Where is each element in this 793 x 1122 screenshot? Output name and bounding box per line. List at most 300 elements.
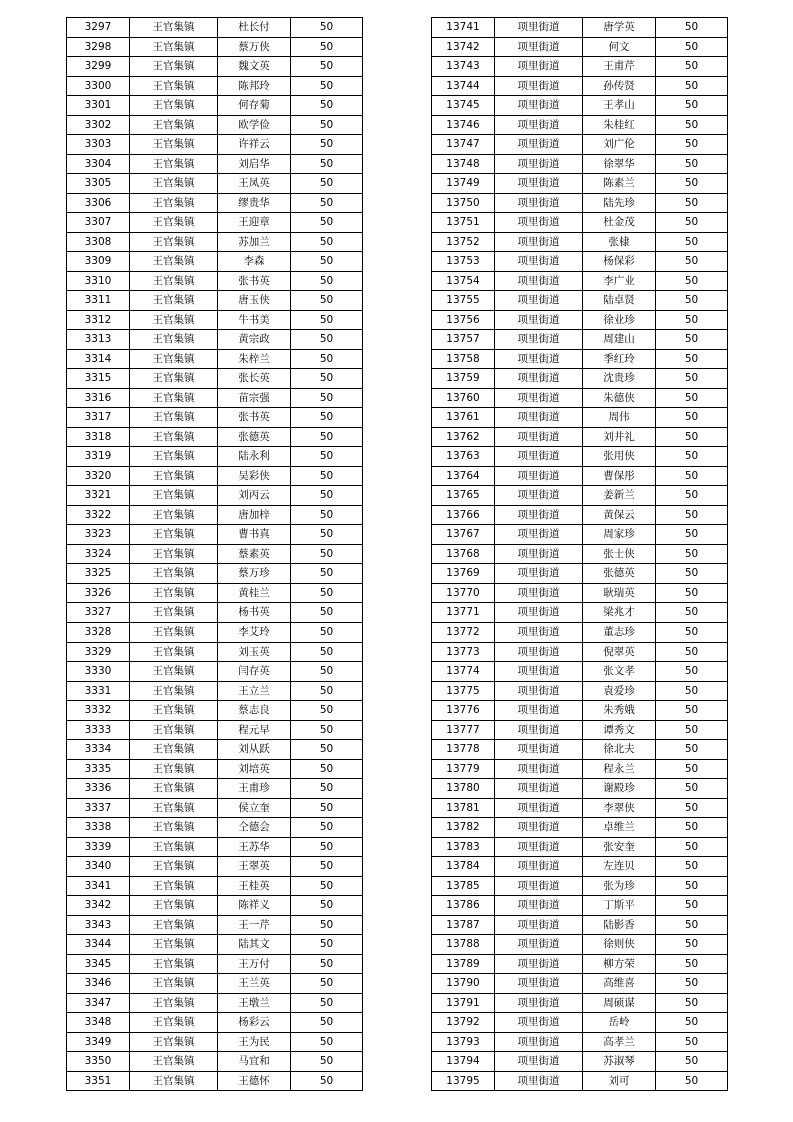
record-id-cell: 13759 [432, 369, 495, 389]
name-cell: 王墩兰 [218, 993, 291, 1013]
name-cell: 朱秀娥 [583, 701, 656, 721]
town-cell: 王官集镇 [130, 154, 218, 174]
amount-cell: 50 [656, 213, 728, 233]
town-cell: 项里街道 [495, 1071, 583, 1091]
name-cell: 苏淑琴 [583, 1052, 656, 1072]
name-cell: 曹书真 [218, 525, 291, 545]
town-cell: 王官集镇 [130, 1071, 218, 1091]
record-id-cell: 3339 [67, 837, 130, 857]
amount-cell: 50 [656, 740, 728, 760]
table-row [67, 232, 363, 252]
table-row [67, 1052, 363, 1072]
name-cell: 倪翠英 [583, 642, 656, 662]
town-cell: 项里街道 [495, 954, 583, 974]
name-cell: 陆影香 [583, 915, 656, 935]
amount-cell: 50 [291, 564, 363, 584]
amount-cell: 50 [291, 115, 363, 135]
town-cell: 项里街道 [495, 564, 583, 584]
record-id-cell: 13774 [432, 662, 495, 682]
record-id-cell: 13794 [432, 1052, 495, 1072]
town-cell: 项里街道 [495, 740, 583, 760]
amount-cell: 50 [291, 681, 363, 701]
record-id-cell: 3337 [67, 798, 130, 818]
record-id-cell: 13779 [432, 759, 495, 779]
name-cell: 梁兆才 [583, 603, 656, 623]
record-id-cell: 3340 [67, 857, 130, 877]
town-cell: 项里街道 [495, 154, 583, 174]
amount-cell: 50 [656, 857, 728, 877]
name-cell: 王甫芹 [583, 57, 656, 77]
amount-cell: 50 [656, 583, 728, 603]
table-row [432, 447, 728, 467]
amount-cell: 50 [656, 915, 728, 935]
town-cell: 项里街道 [495, 193, 583, 213]
town-cell: 王官集镇 [130, 993, 218, 1013]
amount-cell: 50 [291, 701, 363, 721]
table-row [432, 193, 728, 213]
name-cell: 李翠侠 [583, 798, 656, 818]
record-id-cell: 3322 [67, 505, 130, 525]
table-row [67, 759, 363, 779]
town-cell: 项里街道 [495, 330, 583, 350]
record-id-cell: 13745 [432, 96, 495, 116]
town-cell: 项里街道 [495, 935, 583, 955]
record-id-cell: 3317 [67, 408, 130, 428]
amount-cell: 50 [291, 525, 363, 545]
table-row [432, 252, 728, 272]
amount-cell: 50 [656, 564, 728, 584]
amount-cell: 50 [656, 642, 728, 662]
record-id-cell: 3325 [67, 564, 130, 584]
amount-cell: 50 [291, 1013, 363, 1033]
amount-cell: 50 [291, 466, 363, 486]
record-id-cell: 13783 [432, 837, 495, 857]
town-cell: 王官集镇 [130, 876, 218, 896]
name-cell: 王立兰 [218, 681, 291, 701]
name-cell: 周建山 [583, 330, 656, 350]
amount-cell: 50 [291, 18, 363, 38]
town-cell: 王官集镇 [130, 1013, 218, 1033]
table-row [432, 291, 728, 311]
amount-cell: 50 [656, 974, 728, 994]
amount-cell: 50 [656, 271, 728, 291]
record-id-cell: 3302 [67, 115, 130, 135]
amount-cell: 50 [291, 798, 363, 818]
amount-cell: 50 [291, 76, 363, 96]
amount-cell: 50 [656, 466, 728, 486]
name-cell: 王甫珍 [218, 779, 291, 799]
amount-cell: 50 [656, 193, 728, 213]
amount-cell: 50 [291, 505, 363, 525]
town-cell: 项里街道 [495, 1013, 583, 1033]
town-cell: 王官集镇 [130, 662, 218, 682]
town-cell: 王官集镇 [130, 642, 218, 662]
town-cell: 项里街道 [495, 310, 583, 330]
name-cell: 张书英 [218, 408, 291, 428]
amount-cell: 50 [291, 935, 363, 955]
record-id-cell: 13781 [432, 798, 495, 818]
town-cell: 王官集镇 [130, 96, 218, 116]
name-cell: 唐学英 [583, 18, 656, 38]
record-id-cell: 3328 [67, 622, 130, 642]
name-cell: 杨彩云 [218, 1013, 291, 1033]
record-id-cell: 13746 [432, 115, 495, 135]
record-id-cell: 3310 [67, 271, 130, 291]
table-row [432, 135, 728, 155]
amount-cell: 50 [291, 57, 363, 77]
name-cell: 程永兰 [583, 759, 656, 779]
town-cell: 王官集镇 [130, 193, 218, 213]
town-cell: 项里街道 [495, 896, 583, 916]
amount-cell: 50 [291, 1032, 363, 1052]
town-cell: 王官集镇 [130, 447, 218, 467]
town-cell: 王官集镇 [130, 915, 218, 935]
name-cell: 卓维兰 [583, 818, 656, 838]
name-cell: 王为民 [218, 1032, 291, 1052]
record-id-cell: 3333 [67, 720, 130, 740]
record-id-cell: 13773 [432, 642, 495, 662]
name-cell: 徐翠华 [583, 154, 656, 174]
amount-cell: 50 [656, 896, 728, 916]
table-row [432, 76, 728, 96]
table-row [67, 857, 363, 877]
record-id-cell: 3343 [67, 915, 130, 935]
roster-table-left [66, 17, 363, 1091]
name-cell: 吴彩侠 [218, 466, 291, 486]
record-id-cell: 3349 [67, 1032, 130, 1052]
table-row [432, 57, 728, 77]
record-id-cell: 3312 [67, 310, 130, 330]
table-row [67, 37, 363, 57]
amount-cell: 50 [656, 662, 728, 682]
table-row [432, 857, 728, 877]
table-row [67, 837, 363, 857]
record-id-cell: 3311 [67, 291, 130, 311]
name-cell: 季红玲 [583, 349, 656, 369]
table-row [67, 388, 363, 408]
table-row [432, 974, 728, 994]
table-row [67, 525, 363, 545]
table-row [67, 662, 363, 682]
table-row [432, 759, 728, 779]
table-row [432, 681, 728, 701]
amount-cell: 50 [291, 583, 363, 603]
town-cell: 王官集镇 [130, 349, 218, 369]
table-row [67, 76, 363, 96]
name-cell: 刘可 [583, 1071, 656, 1091]
name-cell: 刘广伦 [583, 135, 656, 155]
record-id-cell: 13785 [432, 876, 495, 896]
name-cell: 王凤英 [218, 174, 291, 194]
table-row [432, 388, 728, 408]
record-id-cell: 3338 [67, 818, 130, 838]
amount-cell: 50 [656, 310, 728, 330]
record-id-cell: 13768 [432, 544, 495, 564]
town-cell: 王官集镇 [130, 76, 218, 96]
table-row [67, 583, 363, 603]
table-row [432, 96, 728, 116]
amount-cell: 50 [656, 369, 728, 389]
amount-cell: 50 [656, 603, 728, 623]
name-cell: 蔡素英 [218, 544, 291, 564]
table-row [432, 779, 728, 799]
amount-cell: 50 [656, 1071, 728, 1091]
roster-table-right-body [432, 18, 728, 1091]
amount-cell: 50 [291, 310, 363, 330]
table-row [432, 408, 728, 428]
town-cell: 王官集镇 [130, 18, 218, 38]
table-row [67, 701, 363, 721]
amount-cell: 50 [291, 1052, 363, 1072]
table-row [67, 642, 363, 662]
record-id-cell: 13749 [432, 174, 495, 194]
name-cell: 耿瑞英 [583, 583, 656, 603]
record-id-cell: 13793 [432, 1032, 495, 1052]
amount-cell: 50 [291, 622, 363, 642]
town-cell: 王官集镇 [130, 310, 218, 330]
record-id-cell: 3332 [67, 701, 130, 721]
amount-cell: 50 [291, 759, 363, 779]
table-row [432, 544, 728, 564]
town-cell: 项里街道 [495, 1052, 583, 1072]
name-cell: 徐业珍 [583, 310, 656, 330]
table-row [432, 701, 728, 721]
record-id-cell: 13763 [432, 447, 495, 467]
amount-cell: 50 [656, 135, 728, 155]
name-cell: 王一芹 [218, 915, 291, 935]
name-cell: 何文 [583, 37, 656, 57]
town-cell: 项里街道 [495, 857, 583, 877]
town-cell: 王官集镇 [130, 37, 218, 57]
table-row [432, 583, 728, 603]
record-id-cell: 3299 [67, 57, 130, 77]
name-cell: 刘井礼 [583, 427, 656, 447]
record-id-cell: 3305 [67, 174, 130, 194]
name-cell: 周家珍 [583, 525, 656, 545]
amount-cell: 50 [291, 369, 363, 389]
name-cell: 曹保彤 [583, 466, 656, 486]
name-cell: 陆先珍 [583, 193, 656, 213]
name-cell: 朱梓兰 [218, 349, 291, 369]
name-cell: 董志珍 [583, 622, 656, 642]
name-cell: 程元早 [218, 720, 291, 740]
amount-cell: 50 [291, 96, 363, 116]
table-row [67, 720, 363, 740]
record-id-cell: 3334 [67, 740, 130, 760]
town-cell: 项里街道 [495, 447, 583, 467]
table-row [67, 818, 363, 838]
table-row [432, 174, 728, 194]
table-row [67, 1071, 363, 1091]
table-row [432, 1032, 728, 1052]
amount-cell: 50 [656, 525, 728, 545]
name-cell: 刘玉英 [218, 642, 291, 662]
record-id-cell: 3318 [67, 427, 130, 447]
town-cell: 项里街道 [495, 466, 583, 486]
roster-table-left-body [67, 18, 363, 1091]
table-row [67, 798, 363, 818]
name-cell: 王苏华 [218, 837, 291, 857]
table-row [432, 271, 728, 291]
amount-cell: 50 [656, 330, 728, 350]
name-cell: 蔡万珍 [218, 564, 291, 584]
town-cell: 王官集镇 [130, 1032, 218, 1052]
town-cell: 王官集镇 [130, 232, 218, 252]
table-row [67, 252, 363, 272]
name-cell: 张长英 [218, 369, 291, 389]
town-cell: 王官集镇 [130, 252, 218, 272]
town-cell: 项里街道 [495, 369, 583, 389]
town-cell: 王官集镇 [130, 720, 218, 740]
town-cell: 王官集镇 [130, 330, 218, 350]
amount-cell: 50 [656, 291, 728, 311]
amount-cell: 50 [291, 1071, 363, 1091]
table-row [432, 876, 728, 896]
name-cell: 袁爱珍 [583, 681, 656, 701]
table-row [67, 876, 363, 896]
amount-cell: 50 [656, 1013, 728, 1033]
town-cell: 项里街道 [495, 544, 583, 564]
town-cell: 项里街道 [495, 720, 583, 740]
town-cell: 王官集镇 [130, 896, 218, 916]
amount-cell: 50 [656, 1032, 728, 1052]
town-cell: 项里街道 [495, 213, 583, 233]
table-row [432, 622, 728, 642]
town-cell: 王官集镇 [130, 564, 218, 584]
amount-cell: 50 [291, 154, 363, 174]
amount-cell: 50 [291, 447, 363, 467]
record-id-cell: 13757 [432, 330, 495, 350]
town-cell: 项里街道 [495, 57, 583, 77]
record-id-cell: 3304 [67, 154, 130, 174]
record-id-cell: 13780 [432, 779, 495, 799]
name-cell: 张用侠 [583, 447, 656, 467]
table-row [432, 18, 728, 38]
table-row [432, 1013, 728, 1033]
name-cell: 丁斯平 [583, 896, 656, 916]
town-cell: 项里街道 [495, 427, 583, 447]
amount-cell: 50 [291, 174, 363, 194]
table-row [432, 720, 728, 740]
town-cell: 项里街道 [495, 701, 583, 721]
town-cell: 王官集镇 [130, 1052, 218, 1072]
table-row [432, 505, 728, 525]
name-cell: 苗宗强 [218, 388, 291, 408]
town-cell: 项里街道 [495, 642, 583, 662]
amount-cell: 50 [656, 798, 728, 818]
town-cell: 项里街道 [495, 76, 583, 96]
table-row [67, 349, 363, 369]
table-row [432, 37, 728, 57]
amount-cell: 50 [291, 408, 363, 428]
amount-cell: 50 [656, 57, 728, 77]
record-id-cell: 3307 [67, 213, 130, 233]
town-cell: 王官集镇 [130, 954, 218, 974]
record-id-cell: 3313 [67, 330, 130, 350]
name-cell: 高孝兰 [583, 1032, 656, 1052]
name-cell: 朱德侠 [583, 388, 656, 408]
amount-cell: 50 [656, 954, 728, 974]
name-cell: 张书英 [218, 271, 291, 291]
amount-cell: 50 [656, 935, 728, 955]
record-id-cell: 13752 [432, 232, 495, 252]
record-id-cell: 13748 [432, 154, 495, 174]
record-id-cell: 3344 [67, 935, 130, 955]
table-row [432, 915, 728, 935]
amount-cell: 50 [291, 427, 363, 447]
name-cell: 陆卓贤 [583, 291, 656, 311]
name-cell: 张德英 [218, 427, 291, 447]
name-cell: 黄桂兰 [218, 583, 291, 603]
name-cell: 陈邦玲 [218, 76, 291, 96]
town-cell: 项里街道 [495, 915, 583, 935]
table-row [67, 544, 363, 564]
name-cell: 李森 [218, 252, 291, 272]
town-cell: 王官集镇 [130, 408, 218, 428]
amount-cell: 50 [656, 349, 728, 369]
record-id-cell: 13789 [432, 954, 495, 974]
amount-cell: 50 [656, 544, 728, 564]
amount-cell: 50 [656, 622, 728, 642]
name-cell: 欧学俭 [218, 115, 291, 135]
table-row [432, 837, 728, 857]
table-row [67, 740, 363, 760]
town-cell: 项里街道 [495, 759, 583, 779]
record-id-cell: 3300 [67, 76, 130, 96]
town-cell: 王官集镇 [130, 486, 218, 506]
record-id-cell: 13765 [432, 486, 495, 506]
name-cell: 张士侠 [583, 544, 656, 564]
record-id-cell: 13761 [432, 408, 495, 428]
table-row [67, 310, 363, 330]
name-cell: 马宜和 [218, 1052, 291, 1072]
table-row [432, 896, 728, 916]
town-cell: 王官集镇 [130, 681, 218, 701]
town-cell: 项里街道 [495, 115, 583, 135]
record-id-cell: 13743 [432, 57, 495, 77]
amount-cell: 50 [291, 662, 363, 682]
amount-cell: 50 [656, 876, 728, 896]
name-cell: 杨保彩 [583, 252, 656, 272]
amount-cell: 50 [656, 408, 728, 428]
town-cell: 项里街道 [495, 408, 583, 428]
town-cell: 王官集镇 [130, 974, 218, 994]
table-row [432, 993, 728, 1013]
town-cell: 项里街道 [495, 974, 583, 994]
name-cell: 谭秀文 [583, 720, 656, 740]
amount-cell: 50 [291, 135, 363, 155]
amount-cell: 50 [656, 993, 728, 1013]
name-cell: 闫存英 [218, 662, 291, 682]
amount-cell: 50 [291, 954, 363, 974]
record-id-cell: 13791 [432, 993, 495, 1013]
amount-cell: 50 [656, 1052, 728, 1072]
name-cell: 缪贵华 [218, 193, 291, 213]
table-row [432, 213, 728, 233]
amount-cell: 50 [656, 505, 728, 525]
record-id-cell: 3320 [67, 466, 130, 486]
record-id-cell: 3335 [67, 759, 130, 779]
table-row [67, 369, 363, 389]
name-cell: 徐北夫 [583, 740, 656, 760]
town-cell: 项里街道 [495, 135, 583, 155]
record-id-cell: 3316 [67, 388, 130, 408]
table-row [432, 603, 728, 623]
record-id-cell: 3323 [67, 525, 130, 545]
table-row [67, 447, 363, 467]
name-cell: 王孝山 [583, 96, 656, 116]
amount-cell: 50 [656, 759, 728, 779]
